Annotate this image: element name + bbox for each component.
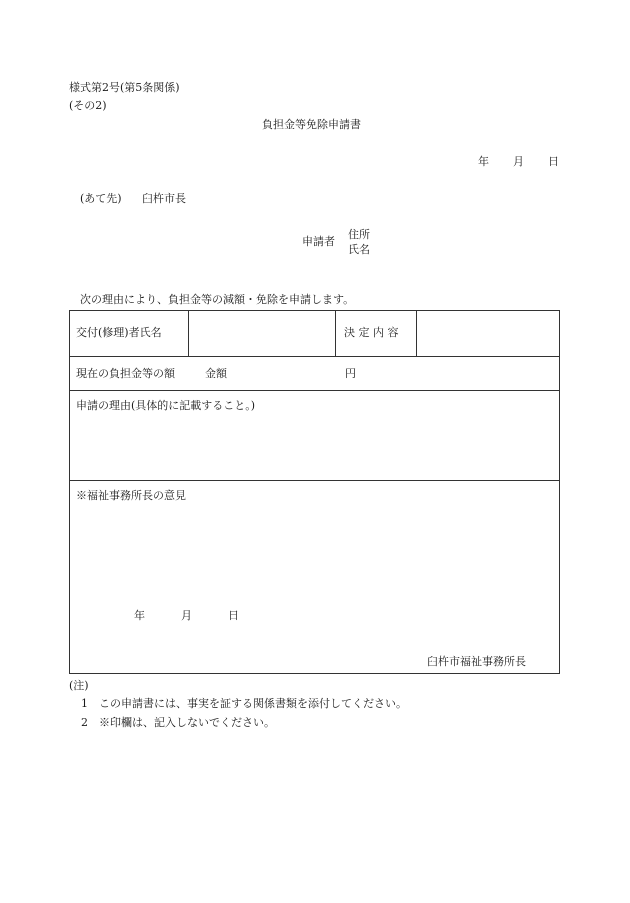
date-year-label: 年 (478, 155, 489, 168)
note-text: ※印欄は、記入しないでください。 (99, 716, 275, 729)
note-text: この申請書には、事実を証する関係書類を添付してください。 (99, 697, 407, 710)
date-day-label: 日 (548, 155, 559, 168)
page-title: 負担金等免除申請書 (262, 118, 361, 131)
date-month-label: 月 (513, 155, 524, 168)
applicant-address-label: 住所 (348, 228, 370, 241)
recipient-name-label: 交付(修理)者氏名 (76, 326, 162, 339)
decision-content-field[interactable] (417, 312, 559, 355)
note-number: 2 (81, 716, 88, 729)
amount-label: 金額 (205, 367, 227, 380)
applicant-name-label: 氏名 (348, 243, 370, 256)
amount-field[interactable] (244, 361, 340, 385)
welfare-office-director: 臼杵市福祉事務所長 (427, 655, 526, 668)
form-number: 様式第2号(第5条関係) (69, 81, 180, 94)
addressee-label: (あて先) (80, 192, 122, 205)
reason-field[interactable] (76, 417, 554, 475)
welfare-opinion-label: ※福祉事務所長の意見 (76, 489, 186, 502)
applicant-label: 申請者 (302, 235, 335, 248)
recipient-name-field[interactable] (189, 312, 335, 355)
application-form-table (69, 310, 560, 674)
opinion-date-day-label: 日 (228, 609, 239, 622)
table-row-divider (70, 356, 559, 357)
opinion-date-month-label: 月 (181, 609, 192, 622)
form-sub-number: (その2) (69, 99, 107, 112)
opinion-date-year-label: 年 (134, 609, 145, 622)
note-number: 1 (81, 697, 88, 710)
table-col-divider (335, 311, 336, 356)
table-row-divider (70, 390, 559, 391)
yen-label: 円 (345, 367, 356, 380)
notes-heading: (注) (69, 679, 89, 692)
reason-label: 申請の理由(具体的に記載すること。) (76, 399, 256, 412)
intro-text: 次の理由により、負担金等の減額・免除を申請します。 (80, 293, 355, 306)
decision-content-label: 決 定 内 容 (344, 326, 399, 339)
addressee-name: 臼杵市長 (142, 192, 186, 205)
table-row-divider (70, 480, 559, 481)
current-amount-label: 現在の負担金等の額 (76, 367, 175, 380)
